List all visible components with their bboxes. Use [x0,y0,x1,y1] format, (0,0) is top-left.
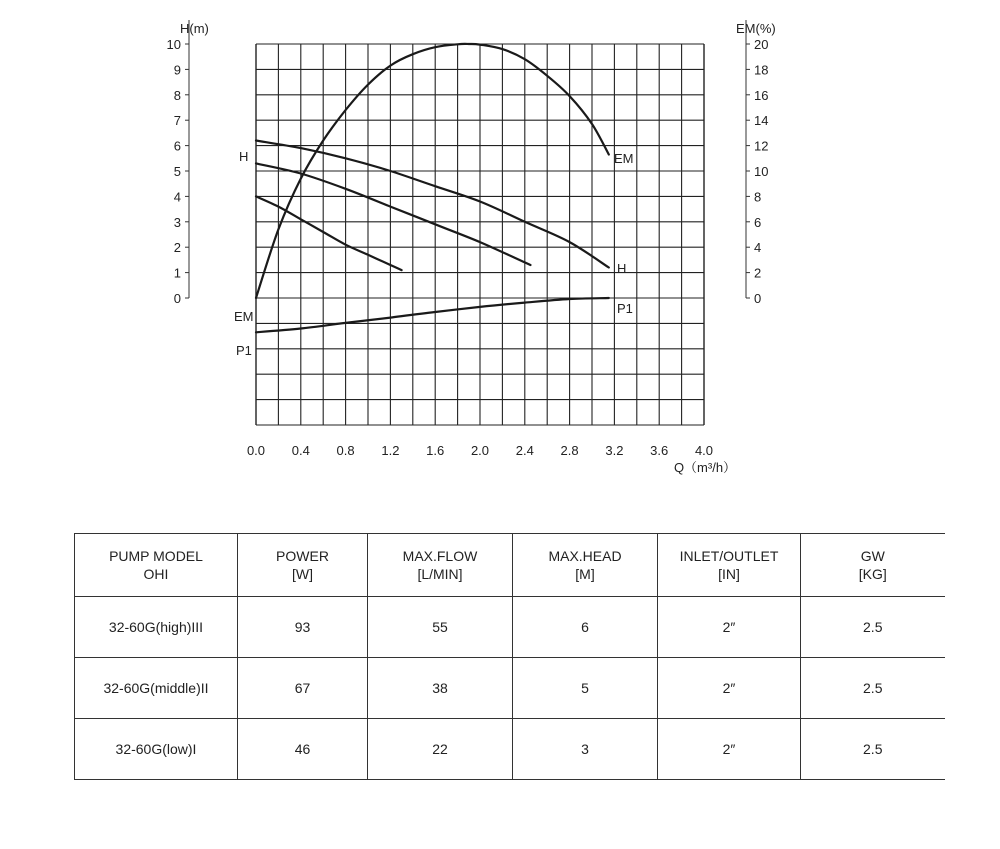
table-header-row [75,534,945,597]
cell-max-head: 5 [513,658,658,719]
cell-inlet-outlet: 2″ [658,719,801,780]
cell-power: 46 [238,719,368,780]
x-axis-tick-label: 0.4 [291,443,310,458]
cell-max-flow: 22 [368,719,513,780]
right-axis-tick-label: 14 [754,113,769,129]
left-axis-tick-label: 2 [173,240,181,256]
h-curve-middle [256,163,530,265]
left-axis-tick-label: 7 [173,113,181,129]
right-axis-tick-label: 6 [754,214,762,230]
left-axis-tick-label: 0 [173,291,181,306]
cell-max-flow: 38 [368,658,513,719]
cell-max-head: 3 [513,719,658,780]
chart-axes [167,20,769,458]
cell-gw: 2.5 [801,719,945,780]
em-curve-label-right: EM [614,151,634,166]
cell-inlet-outlet: 2″ [658,658,801,719]
left-axis-tick-label: 5 [173,164,181,179]
x-axis-tick-label: 2.4 [515,443,534,458]
right-axis-tick-label: 10 [754,164,769,179]
right-axis-tick-label: 16 [754,87,769,103]
chart-curves [256,44,609,332]
left-axis-tick-label: 4 [173,189,181,205]
cell-gw: 2.5 [801,597,945,658]
x-axis-tick-label: 2.0 [470,443,490,458]
x-axis-tick-label: 0.0 [246,443,266,458]
right-axis-tick-label: 8 [754,189,762,205]
x-axis-tick-label: 1.6 [426,443,445,458]
header-max-head: MAX.HEAD [M] [513,534,658,597]
cell-model: 32-60G(middle)II [75,658,238,719]
right-axis-tick-label: 4 [754,240,762,256]
cell-inlet-outlet: 2″ [658,597,801,658]
x-axis-tick-label: 3.6 [650,443,669,458]
p1-curve-label-right: P1 [617,301,633,316]
em-curve-label-left: EM [234,309,254,324]
left-axis-tick-label: 9 [173,62,181,78]
left-axis-tick-label: 3 [173,214,181,230]
cell-power: 93 [238,597,368,658]
right-axis-tick-label: 0 [754,291,762,306]
cell-max-flow: 55 [368,597,513,658]
left-axis-unit-label: H(m) [180,21,209,36]
right-axis-tick-label: 18 [754,62,769,78]
left-axis-tick-label: 6 [173,138,181,154]
x-axis-unit-label: Q（m³/h） [673,460,737,475]
chart-grid [256,44,704,425]
right-axis-unit-label: EM(%) [736,21,776,36]
right-axis-tick-label: 12 [754,138,769,154]
h-curve-label-right: H [617,261,627,276]
x-axis-tick-label: 3.2 [605,443,624,458]
x-axis-tick-label: 2.8 [560,443,579,458]
header-power: POWER [W] [238,534,368,597]
left-axis-tick-label: 1 [173,265,181,281]
pump-spec-table [74,533,945,780]
header-max-flow: MAX.FLOW [L/MIN] [368,534,513,597]
table-row [75,658,945,719]
x-axis-tick-label: 4.0 [694,443,714,458]
cell-max-head: 6 [513,597,658,658]
cell-model: 32-60G(low)I [75,719,238,780]
cell-model: 32-60G(high)III [75,597,238,658]
header-gw: GW [KG] [801,534,945,597]
h-curve-label-left: H [239,149,249,164]
p1-curve-label-left: P1 [236,343,252,358]
p1-curve [256,298,609,332]
x-axis-tick-label: 0.8 [336,443,355,458]
header-inlet-outlet: INLET/OUTLET [IN] [658,534,801,597]
cell-power: 67 [238,658,368,719]
x-axis-tick-label: 1.2 [381,443,400,458]
cell-gw: 2.5 [801,658,945,719]
right-axis-tick-label: 20 [754,37,769,52]
right-axis-tick-label: 2 [754,265,762,281]
chart-labels [180,21,776,475]
table-row [75,719,945,780]
h-curve-high [256,141,609,268]
header-pump-model: PUMP MODEL OHI [75,534,238,597]
left-axis-tick-label: 10 [166,37,181,52]
left-axis-tick-label: 8 [173,87,181,103]
table-row [75,597,945,658]
